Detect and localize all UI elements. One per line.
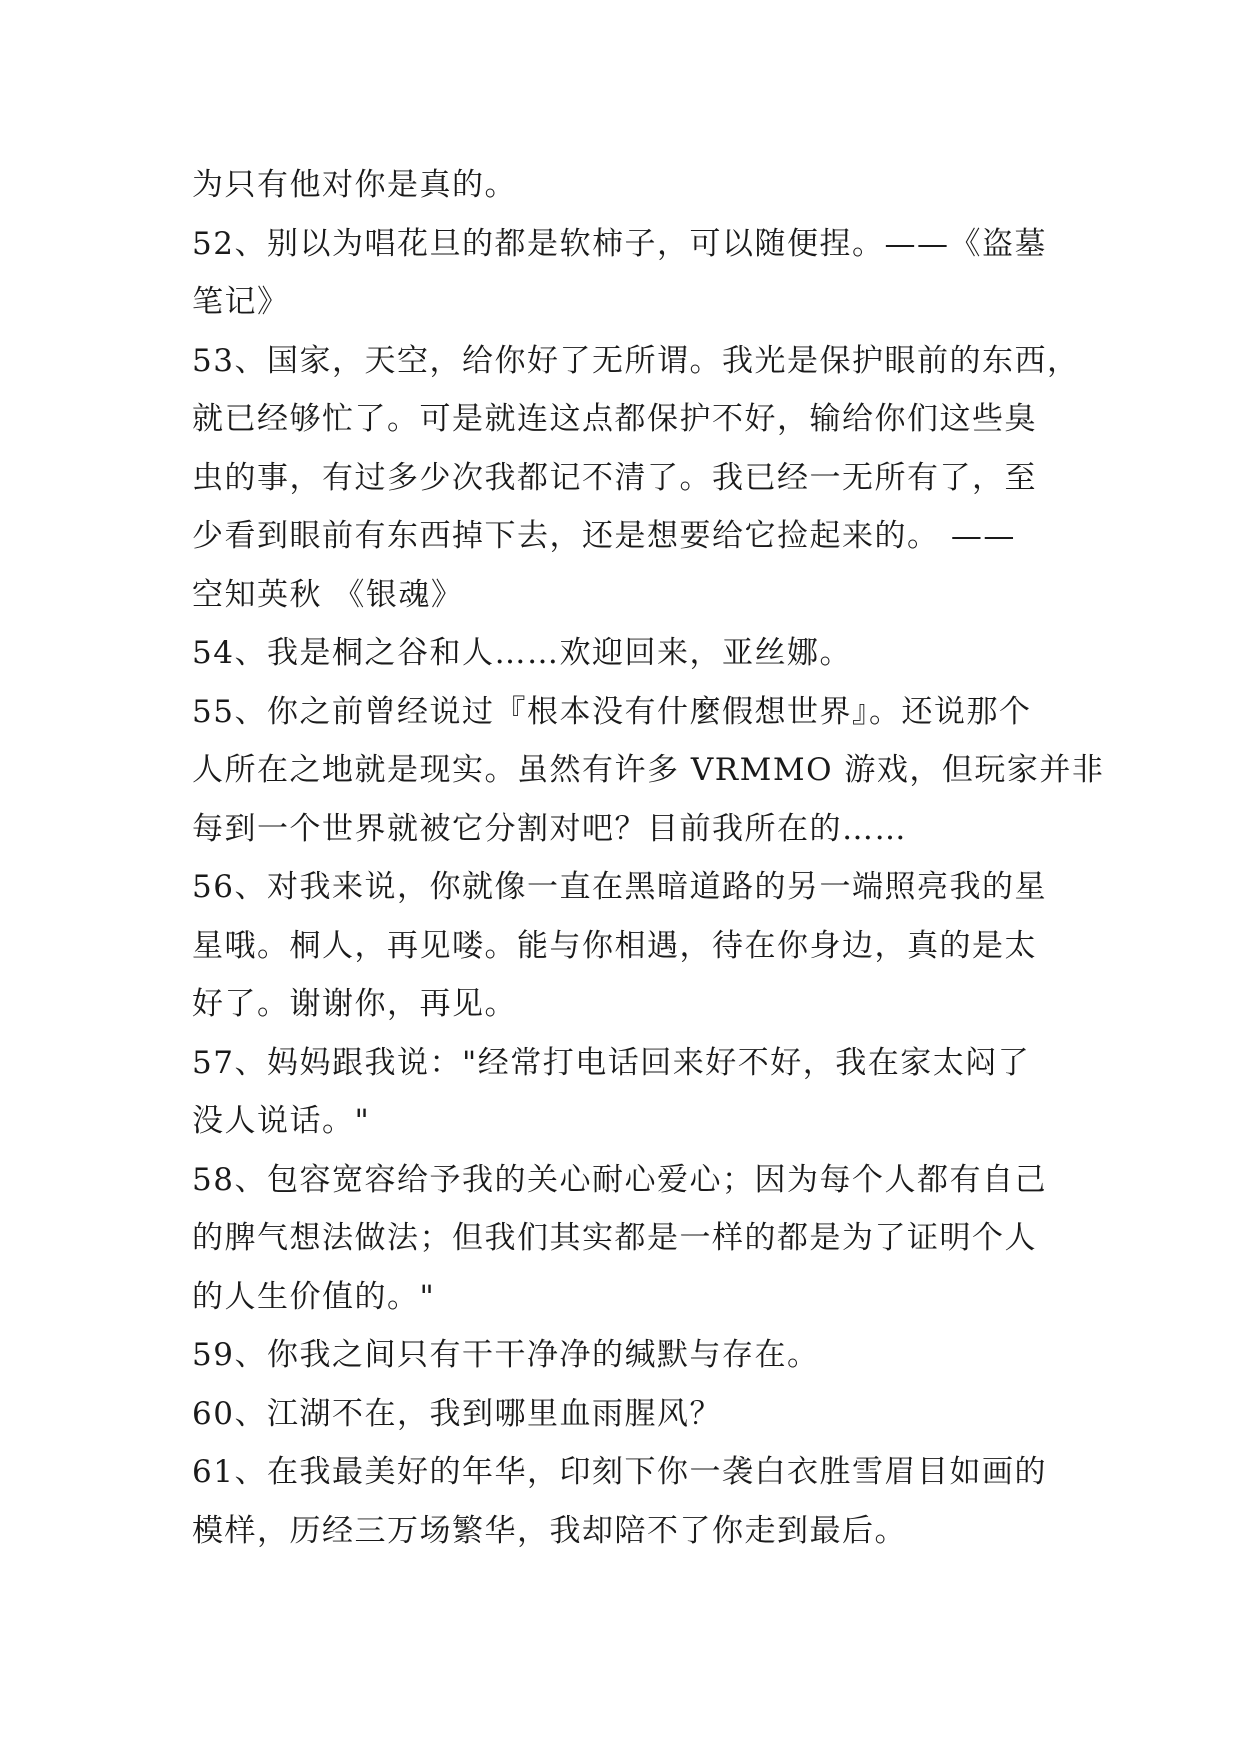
text-line: 58、包容宽容给予我的关心耐心爱心；因为每个人都有自己 xyxy=(192,1161,1047,1198)
text-line: 虫的事，有过多少次我都记不清了。我已经一无所有了，至 xyxy=(192,459,1037,496)
text-line: 57、妈妈跟我说："经常打电话回来好不好，我在家太闷了 xyxy=(192,1044,1031,1081)
text-line: 模样，历经三万场繁华，我却陪不了你走到最后。 xyxy=(192,1512,907,1549)
text-line: 星哦。桐人，再见喽。能与你相遇，待在你身边，真的是太 xyxy=(192,927,1037,964)
text-line: 少看到眼前有东西掉下去，还是想要给它捡起来的。 —— xyxy=(192,518,1016,554)
text-line: 没人说话。" xyxy=(192,1103,371,1139)
text-line: 54、我是桐之谷和人……欢迎回来，亚丝娜。 xyxy=(192,635,852,671)
text-line: 56、对我来说，你就像一直在黑暗道路的另一端照亮我的星 xyxy=(192,869,1047,905)
text-line: 为只有他对你是真的。 xyxy=(192,167,517,203)
document-body xyxy=(192,156,1105,1560)
text-line: 的人生价值的。" xyxy=(192,1278,436,1315)
text-line: 好了。谢谢你，再见。 xyxy=(192,986,517,1022)
text-line: 空知英秋 《银魂》 xyxy=(192,576,464,613)
text-line: 53、国家，天空，给你好了无所谓。我光是保护眼前的东西， xyxy=(192,342,1080,379)
text-line: 的脾气想法做法；但我们其实都是一样的都是为了证明个人 xyxy=(192,1220,1037,1256)
text-line: 就已经够忙了。可是就连这点都保护不好，输给你们这些臭 xyxy=(192,401,1037,437)
text-line: 59、你我之间只有干干净净的缄默与存在。 xyxy=(192,1337,820,1373)
text-line: 61、在我最美好的年华，印刻下你一袭白衣胜雪眉目如画的 xyxy=(192,1454,1047,1490)
text-line: 52、别以为唱花旦的都是软柿子，可以随便捏。——《盗墓 xyxy=(192,225,1047,262)
text-line: 60、江湖不在，我到哪里血雨腥风？ xyxy=(192,1395,722,1432)
text-line: 每到一个世界就被它分割对吧？目前我所在的…… xyxy=(192,810,907,847)
text-line: 55、你之前曾经说过『根本没有什麼假想世界』。还说那个 xyxy=(192,693,1032,730)
text-line: 笔记》 xyxy=(192,284,290,320)
text-line: 人所在之地就是现实。虽然有许多 VRMMO 游戏，但玩家并非 xyxy=(192,752,1105,788)
